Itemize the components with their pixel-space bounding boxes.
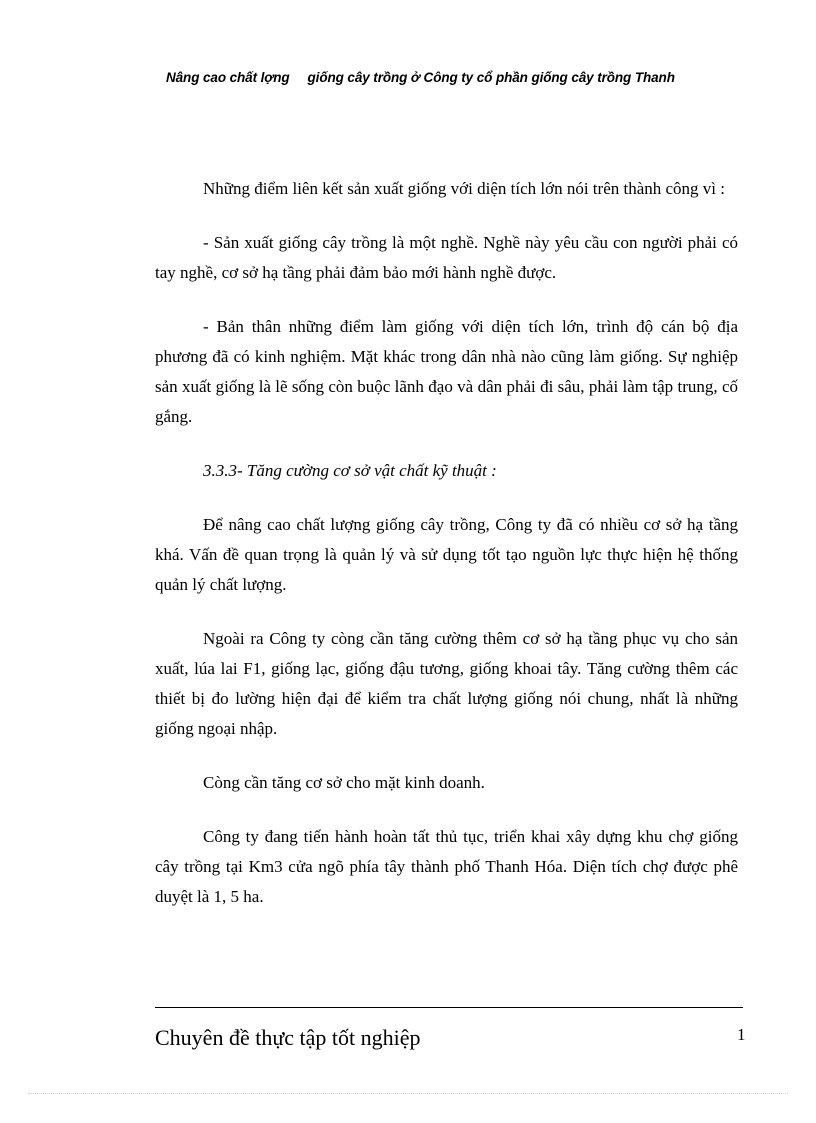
paragraph-business: Còng cần tăng cơ sở cho mặt kinh doanh. <box>203 773 485 792</box>
paragraph-intro: Những điểm liên kết sản xuất giống với diện tích lớn nói trên thành công vì : <box>203 179 725 198</box>
document-body <box>155 174 738 936</box>
footer-title: Chuyên đề thực tập tốt nghiệp <box>155 1025 421 1050</box>
running-header <box>166 70 675 85</box>
paragraph-additional-infrastructure: Ngoài ra Công ty còng cần tăng cường thêm cơ sở hạ tầng phục vụ cho sản xuất, lúa lai F1, giống lạc, giống đậu tương, giống khoai tây. Tăng cường thêm các thiết bị đo lường hiện đại để kiểm tra chất lượng giống nói chung, nhất là những giống ngoại nhập. <box>155 629 738 738</box>
running-header-part1: Nâng cao chất lợng <box>166 70 290 85</box>
running-header-part2: giống cây trồng ở Công ty cổ phần giống cây trồng Thanh <box>307 70 675 85</box>
section-heading-3-3-3: 3.3.3- Tăng cường cơ sở vật chất kỹ thuật : <box>203 461 497 480</box>
page-bottom-dotted-rule <box>28 1093 788 1094</box>
paragraph-market: Công ty đang tiến hành hoàn tất thủ tục, triển khai xây dựng khu chợ giống cây trồng tại Km3 cửa ngõ phía tây thành phố Thanh Hóa. Diện tích chợ được phê duyệt là 1, 5 ha. <box>155 827 738 906</box>
paragraph-point-2: - Bản thân những điểm làm giống với diện tích lớn, trình độ cán bộ địa phương đã có kinh nghiệm. Mặt khác trong dân nhà nào cũng làm giống. Sự nghiệp sản xuất giống là lẽ sống còn buộc lãnh đạo và dân phải đi sâu, phải làm tập trung, cố gắng. <box>155 317 738 426</box>
page-number: 1 <box>737 1025 746 1044</box>
footer-divider <box>155 1007 743 1008</box>
paragraph-infrastructure: Để nâng cao chất lượng giống cây trồng, Công ty đã có nhiều cơ sở hạ tầng khá. Vấn đề quan trọng là quản lý và sử dụng tốt tạo nguồn lực thực hiện hệ thống quản lý chất lượng. <box>155 515 738 594</box>
paragraph-point-1: - Sản xuất giống cây trồng là một nghề. Nghề này yêu cầu con người phải có tay nghề, cơ sở hạ tầng phải đảm bảo mới hành nghề được. <box>155 233 738 282</box>
